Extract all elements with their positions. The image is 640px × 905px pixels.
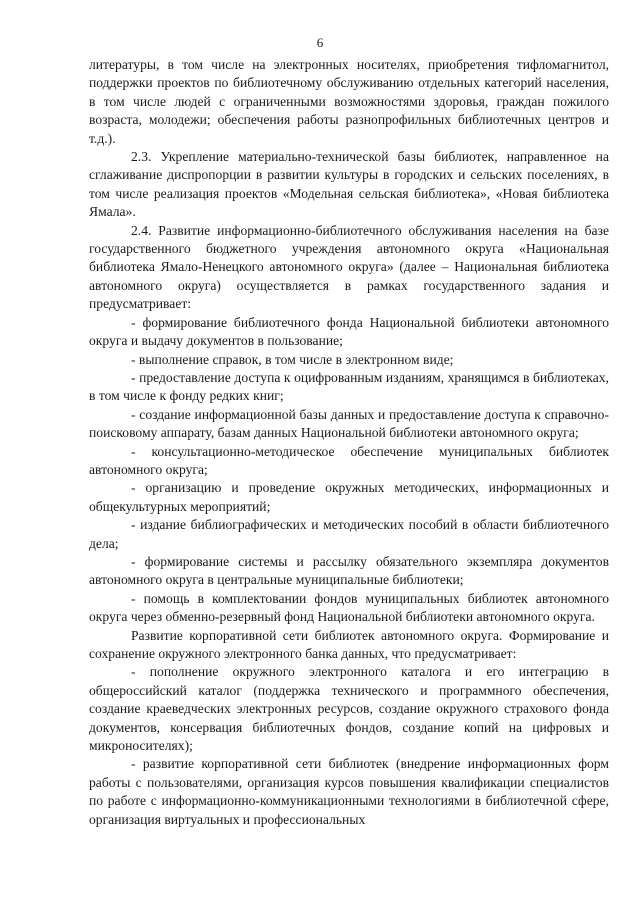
list-item: - создание информационной базы данных и предоставление доступа к справочно-поисковому аппарату, базам данных Национальной библиотеки автономного округа; — [89, 406, 609, 441]
list-item: - развитие корпоративной сети библиотек (внедрение информационных форм работы с пользователями, организация курсов повышения квалификации специалистов по работе с информационно-коммуникационными технологиями в библиотечной сфере, организация виртуальных и профессиональных — [89, 756, 609, 827]
paragraph-corporate-network: Развитие корпоративной сети библиотек автономного округа. Формирование и сохранение окружного электронного банка данных, что предусматривает: — [89, 627, 609, 661]
paragraph-section-2-3: 2.3. Укрепление материально-технической базы библиотек, направленное на сглаживание диспропорции в развитии культуры в городских и сельских поселениях, в том числе реализация проектов «Модельная сельская библиотека», «Новая библиотека Ямала». — [89, 149, 609, 220]
list-item: - выполнение справок, в том числе в электронном виде; — [131, 351, 454, 367]
list-item: - помощь в комплектовании фондов муниципальных библиотек автономного округа через обменно-резервный фонд Национальной библиотеки автономного округа. — [89, 590, 609, 625]
paragraph-continuation: литературы, в том числе на электронных носителях, приобретения тифломагнитол, поддержки проектов по библиотечному обслуживанию отдельных категорий населения, в том числе людей с ограниченными возможностями здоровья, граждан пожилого возраста, молодежи; обеспечения работы разнопрофильных библиотечных центров и т.д.). — [89, 57, 609, 146]
list-item: - издание библиографических и методических пособий в области библиотечного дела; — [89, 517, 609, 551]
list-item: - формирование библиотечного фонда Национальной библиотеки автономного округа и выдачу документов в пользование; — [89, 314, 609, 349]
list-item: - организацию и проведение окружных методических, информационных и общекультурных мероприятий; — [89, 480, 609, 514]
list-item: - консультационно-методическое обеспечение муниципальных библиотек автономного округа; — [89, 443, 609, 477]
paragraph-section-2-4: 2.4. Развитие информационно-библиотечного обслуживания населения на базе государственного бюджетного учреждения автономного округа «Национальная библиотека Ямало-Ненецкого автономного округа» (далее – Национальная библиотека автономного округа) осуществляется в рамках государственного задания и предусматривает: — [89, 222, 609, 312]
document-body — [89, 56, 609, 829]
list-item: - пополнение окружного электронного каталога и его интеграцию в общероссийский каталог (поддержка технического и программного обеспечения, создание краеведческих электронных ресурсов, создание окружного страхового фонда документов, консервация библиотечных фондов, создание копий на цифровых и микроносителях); — [89, 664, 609, 754]
page-number: 6 — [316, 35, 324, 50]
list-item: - предоставление доступа к оцифрованным изданиям, хранящимся в библиотеках, в том числе к фонду редких книг; — [89, 369, 609, 404]
list-item: - формирование системы и рассылку обязательного экземпляра документов автономного округа в центральные муниципальные библиотеки; — [89, 553, 609, 588]
